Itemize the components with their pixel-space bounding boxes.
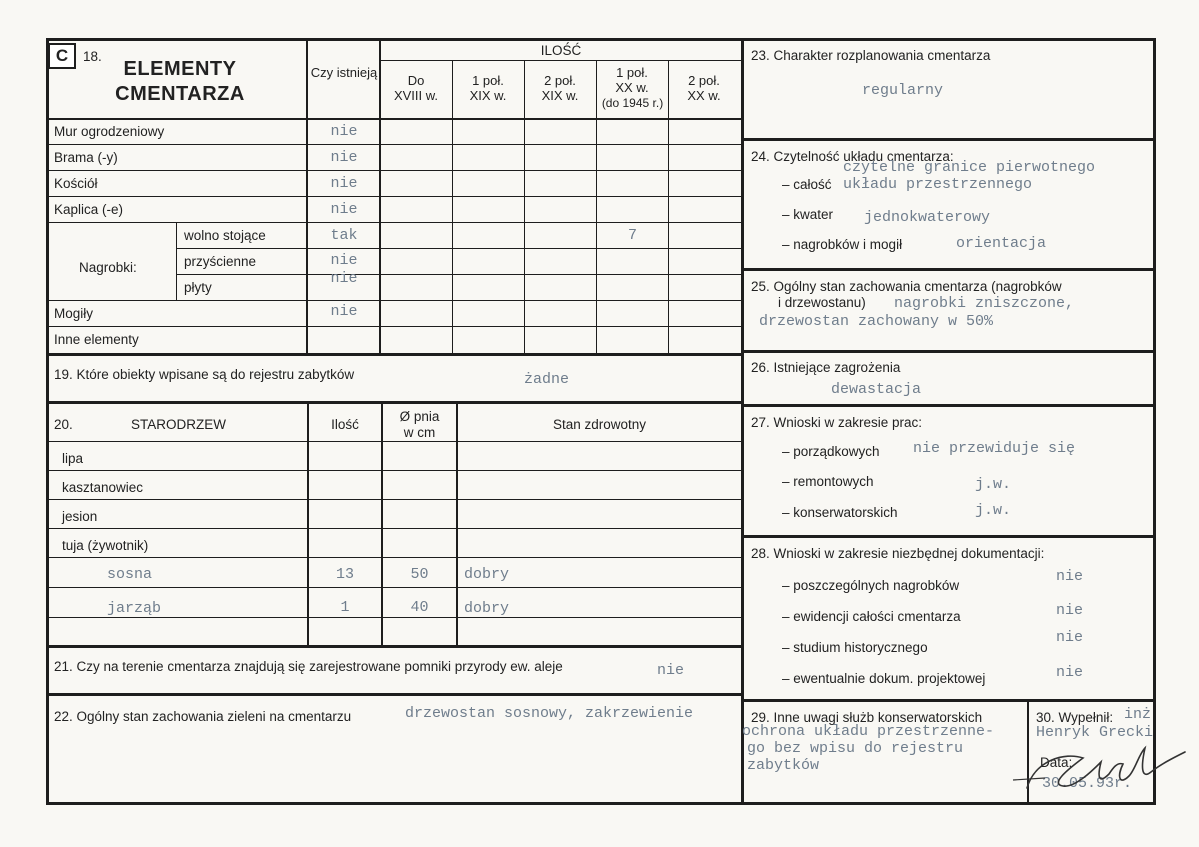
- header-diam-2: w cm: [403, 425, 436, 440]
- section-23-value: regularny: [862, 82, 944, 99]
- section-30-filled-by-2: Henryk Grecki: [1036, 724, 1154, 741]
- row-label-kaplica: Kaplica (-e): [54, 202, 124, 217]
- section-29-label: 29. Inne uwagi służb konserwatorskich: [751, 710, 983, 725]
- period-1pol-xx: 1 poł. XX w.: [615, 65, 649, 95]
- section-28-nagrobkow-value: nie: [1056, 568, 1084, 585]
- period-2pol-xx: 2 poł. XX w.: [687, 73, 721, 103]
- section-21-label: 21. Czy na terenie cmentarza znajdują się zarejestrowane pomniki przyrody ew. aleje: [54, 659, 563, 674]
- section-30-filled-by-1: inż: [1124, 706, 1152, 723]
- section-20-number: 20.: [54, 417, 73, 432]
- section-24-nagrobkow-value: orientacja: [956, 235, 1047, 252]
- section-27-konserwatorskich-value: j.w.: [975, 502, 1012, 519]
- exists-plyty: nie: [330, 270, 358, 287]
- section-28-studium-label: – studium historycznego: [782, 640, 928, 655]
- period-2pol-xix: 2 poł. XIX w.: [541, 73, 579, 103]
- row-label-brama: Brama (-y): [54, 150, 118, 165]
- section-28-projektowej-value: nie: [1056, 664, 1084, 681]
- section-25-value-1: nagrobki zniszczone,: [894, 295, 1075, 312]
- section-letter-box: C: [48, 43, 76, 69]
- section-25-label-2: i drzewostanu): [778, 295, 866, 310]
- row-label-przyscienne: przyścienne: [184, 254, 257, 269]
- section-28-studium-value: nie: [1056, 629, 1084, 646]
- section-24-nagrobkow-label: – nagrobków i mogił: [782, 237, 903, 252]
- section-27-porzadkowych-value: nie przewiduje się: [913, 440, 1076, 457]
- section-30-date-label: Data:: [1040, 755, 1073, 770]
- signature: [1005, 740, 1190, 800]
- section-19-value: żadne: [524, 371, 570, 388]
- header-ilosc: ILOŚĆ: [540, 43, 582, 58]
- tree-diam-sosna: 50: [410, 566, 429, 583]
- tree-health-jarzab: dobry: [464, 600, 510, 617]
- header-czy-istnieja: Czy istnieją: [310, 65, 378, 80]
- exists-brama: nie: [330, 149, 358, 166]
- tree-name-tuja: tuja (żywotnik): [62, 538, 149, 553]
- exists-kaplica: nie: [330, 201, 358, 218]
- header-diam-1: Ø pnia: [399, 409, 440, 424]
- section-25-value-2: drzewostan zachowany w 50%: [759, 313, 994, 330]
- section-20-title: STARODRZEW: [131, 417, 226, 432]
- row-label-nagrobki: Nagrobki:: [79, 260, 137, 275]
- section-27-remontowych-label: – remontowych: [782, 474, 874, 489]
- tree-qty-jarzab: 1: [340, 599, 350, 616]
- exists-mogily: nie: [330, 303, 358, 320]
- row-label-inne: Inne elementy: [54, 332, 139, 347]
- section-19-label: 19. Które obiekty wpisane są do rejestru zabytków: [54, 367, 355, 382]
- section-25-label-1: 25. Ogólny stan zachowania cmentarza (nagrobków: [751, 279, 1062, 294]
- row-label-wolno-stojace: wolno stojące: [184, 228, 266, 243]
- section-27-remontowych-value: j.w.: [975, 476, 1012, 493]
- section-28-ewidencji-label: – ewidencji całości cmentarza: [782, 609, 961, 624]
- section-23-label: 23. Charakter rozplanowania cmentarza: [751, 48, 991, 63]
- section-28-ewidencji-value: nie: [1056, 602, 1084, 619]
- section-24-label: 24. Czytelność układu cmentarza:: [751, 149, 954, 164]
- period-do-xviii: Do XVIII w.: [393, 73, 439, 103]
- section-30-date-value: 30.05.93r.: [1042, 775, 1133, 792]
- section-18-title-line2: CMENTARZA: [115, 83, 245, 105]
- tree-health-sosna: dobry: [464, 566, 510, 583]
- section-18-title-line1: ELEMENTY: [123, 58, 237, 80]
- section-24-calosc-value-2: układu przestrzennego: [843, 176, 1033, 193]
- exists-mur: nie: [330, 123, 358, 140]
- tree-qty-sosna: 13: [335, 566, 354, 583]
- tree-name-lipa: lipa: [62, 451, 84, 466]
- section-26-value: dewastacja: [831, 381, 922, 398]
- section-21-value: nie: [657, 662, 685, 679]
- qty-wolno-stojace-1pol-xx: 7: [627, 227, 637, 244]
- section-30-label: 30. Wypełnił:: [1036, 710, 1114, 725]
- section-29-value-3: zabytków: [747, 757, 820, 774]
- tree-diam-jarzab: 40: [410, 599, 429, 616]
- section-27-label: 27. Wnioski w zakresie prac:: [751, 415, 923, 430]
- section-28-projektowej-label: – ewentualnie dokum. projektowej: [782, 671, 986, 686]
- tree-name-sosna: sosna: [107, 566, 153, 583]
- section-18-number: 18.: [83, 49, 102, 64]
- tree-name-kasztanowiec: kasztanowiec: [62, 480, 144, 495]
- period-1pol-xix: 1 poł. XIX w.: [469, 73, 507, 103]
- exists-przyscienne: nie: [330, 252, 358, 269]
- row-label-mogily: Mogiły: [54, 306, 94, 321]
- section-29-value-1: ochrona układu przestrzenne-: [742, 723, 995, 740]
- tree-name-jarzab: jarząb: [107, 600, 162, 617]
- header-stan-zdrowotny: Stan zdrowotny: [552, 417, 647, 432]
- section-26-label: 26. Istniejące zagrożenia: [751, 360, 901, 375]
- section-24-calosc-label: – całość: [782, 177, 832, 192]
- section-29-value-2: go bez wpisu do rejestru: [747, 740, 964, 757]
- section-27-konserwatorskich-label: – konserwatorskich: [782, 505, 898, 520]
- section-27-porzadkowych-label: – porządkowych: [782, 444, 880, 459]
- section-24-kwater-value: jednokwaterowy: [864, 209, 991, 226]
- row-label-mur: Mur ogrodzeniowy: [54, 124, 165, 139]
- row-label-plyty: płyty: [184, 280, 212, 295]
- section-24-calosc-value-1: czytelne granice pierwotnego: [843, 159, 1096, 176]
- row-label-kosciol: Kościół: [54, 176, 98, 191]
- section-28-label: 28. Wnioski w zakresie niezbędnej dokumentacji:: [751, 546, 1045, 561]
- section-24-kwater-label: – kwater: [782, 207, 834, 222]
- exists-kosciol: nie: [330, 175, 358, 192]
- tree-name-jesion: jesion: [62, 509, 98, 524]
- section-22-value: drzewostan sosnowy, zakrzewienie: [405, 705, 694, 722]
- section-22-label: 22. Ogólny stan zachowania zieleni na cmentarzu: [54, 709, 352, 724]
- period-do-1945: (do 1945 r.): [601, 96, 664, 110]
- exists-wolno-stojace: tak: [330, 227, 358, 244]
- section-28-nagrobkow-label: – poszczególnych nagrobków: [782, 578, 960, 593]
- header-ilosc-trees: Ilość: [331, 417, 359, 432]
